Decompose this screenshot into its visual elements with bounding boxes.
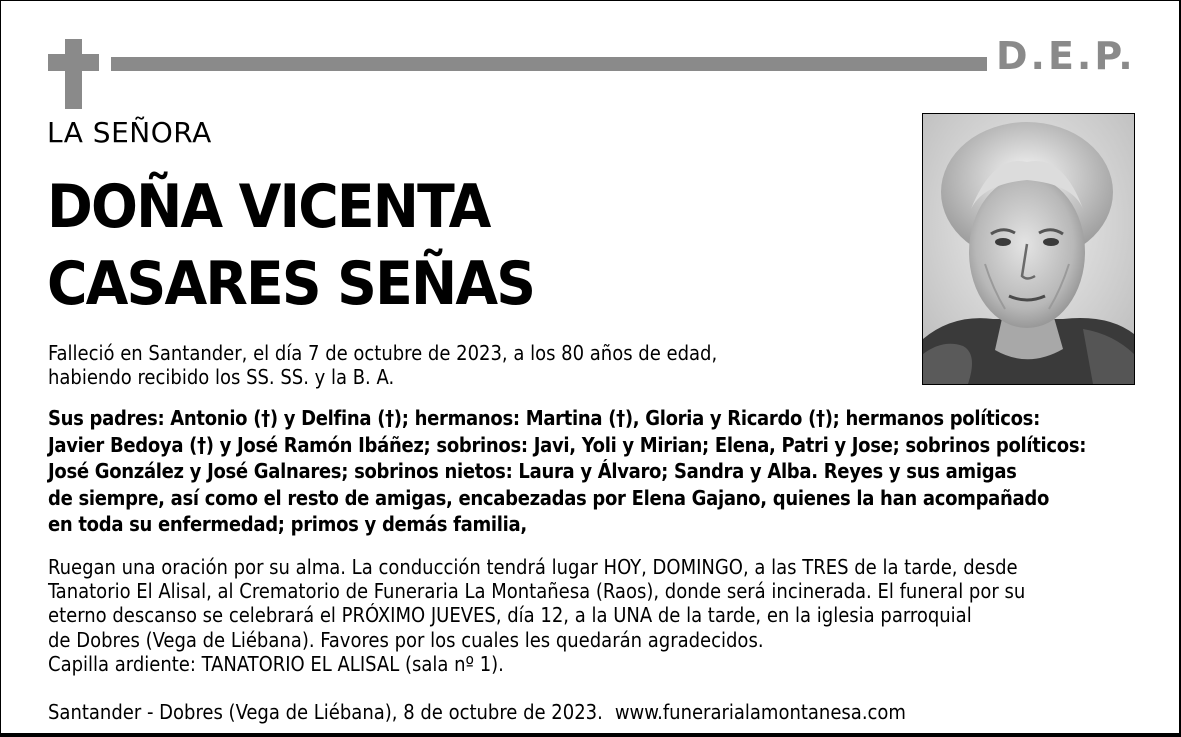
portrait-photo [922,113,1135,385]
ceremony-line: eterno descanso se celebrará el PRÓXIMO JUEVES, día 12, a la UNA de la tarde, en la iglesia parroquial [48,603,972,628]
family-list-line: Javier Bedoya (†) y José Ramón Ibáñez; sobrinos: Javi, Yoli y Mirian; Elena, Patri y Jose; sobrinos políticos: [48,432,1087,457]
dep-label: D.E.P. [996,34,1136,78]
footer-website: www.funerarialamontanesa.com [614,700,906,724]
ceremony-details [48,555,1025,676]
family-list-line: Sus padres: Antonio (†) y Delfina (†); hermanos: Martina (†), Gloria y Ricardo (†); hermanos políticos: [48,406,1040,430]
portrait-illustration [923,114,1134,384]
family-list [48,405,1086,538]
family-list-line: en toda su enfermedad; primos y demás familia, [48,512,527,536]
header-rule [111,57,987,71]
death-notice-line: Falleció en Santander, el día 7 de octubre de 2023, a los 80 años de edad, [48,341,718,365]
deceased-name-line-1: DOÑA VICENTA [47,172,490,242]
ceremony-line: Ruegan una oración por su alma. La conducción tendrá lugar HOY, DOMINGO, a las TRES de la tarde, desde [48,555,1018,579]
footer-place-date: Santander - Dobres (Vega de Liébana), 8 de octubre de 2023. [48,700,603,724]
ceremony-line: de Dobres (Vega de Liébana). Favores por los cuales les quedarán agradecidos. [48,627,764,652]
death-notice-line: habiendo recibido los SS. SS. y la B. A. [48,365,395,389]
cross-icon-vertical [65,39,82,109]
cross-icon-horizontal [48,54,99,71]
family-list-line: de siempre, así como el resto de amigas, encabezadas por Elena Gajano, quienes la han acompañado [48,485,1050,510]
family-list-line: José González y José Galnares; sobrinos nietos: Laura y Álvaro; Sandra y Alba. Reyes y sus amigas [48,459,1017,483]
deceased-name-line-2: CASARES SEÑAS [47,249,535,319]
ceremony-line: Tanatorio El Alisal, al Crematorio de Funeraria La Montañesa (Raos), donde será incinerada. El funeral por su [48,579,1026,604]
ceremony-line: Capilla ardiente: TANATORIO EL ALISAL (sala nº 1). [48,651,504,676]
deceased-name [47,169,534,323]
honorific-prefix: LA SEÑORA [47,116,212,149]
footer [48,700,906,724]
death-notice [48,341,717,389]
